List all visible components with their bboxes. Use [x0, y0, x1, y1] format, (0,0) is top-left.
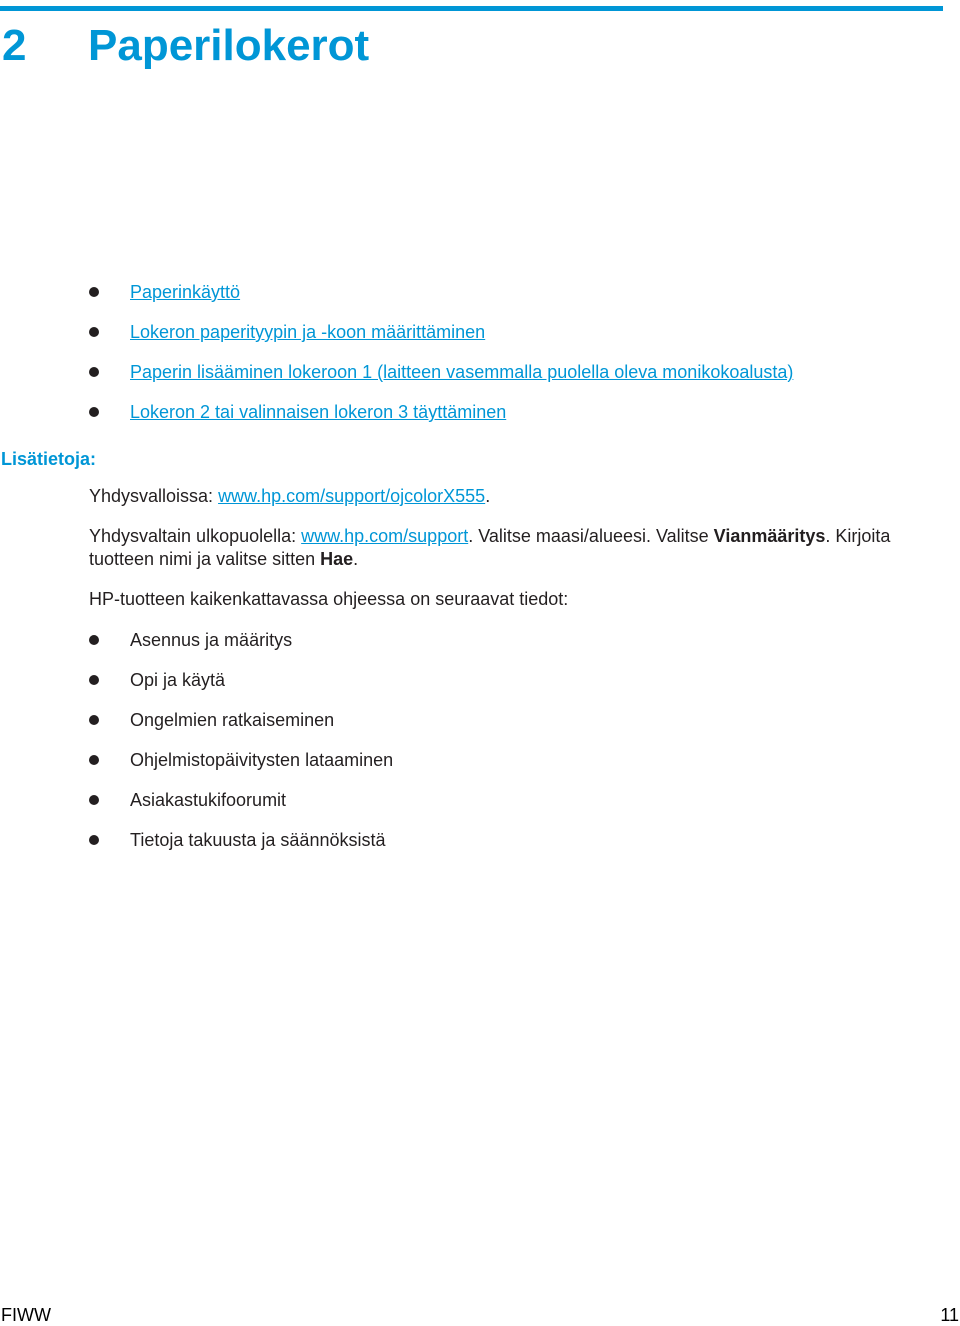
- toc-link-paper-usage[interactable]: Paperinkäyttö: [130, 282, 241, 302]
- chapter-title: Paperilokerot: [88, 21, 370, 70]
- more-info-heading: Lisätietoja:: [1, 449, 97, 469]
- us-support-link[interactable]: www.hp.com/support/ojcolorX555: [218, 486, 486, 506]
- us-suffix-text: .: [485, 486, 491, 506]
- help-intro: HP-tuotteen kaikenkattavassa ohjeessa on seuraavat tiedot:: [89, 589, 569, 609]
- help-topic: Asennus ja määritys: [130, 630, 293, 650]
- search-label: Hae: [320, 549, 354, 569]
- bullet-icon: [89, 367, 99, 377]
- bullet-icon: [89, 327, 99, 337]
- help-topic: Ongelmien ratkaiseminen: [130, 710, 335, 730]
- us-prefix-text: Yhdysvalloissa:: [89, 486, 219, 506]
- intl-mid-text-2: . Kirjoita tuotteen nimi ja valitse sitten: [89, 526, 891, 569]
- bullet-icon: [89, 795, 99, 805]
- list-item: [0, 400, 900, 440]
- list-item: [0, 708, 900, 748]
- bullet-icon: [89, 755, 99, 765]
- intl-suffix-text: .: [353, 549, 359, 569]
- list-item: [0, 748, 900, 788]
- list-item: [0, 628, 900, 668]
- intl-mid-text: . Valitse maasi/alueesi. Valitse: [468, 526, 714, 546]
- list-item: [0, 828, 900, 868]
- list-item: [0, 280, 900, 320]
- chapter-number: 2: [2, 21, 27, 70]
- footer-doc-code: FIWW: [1, 1305, 51, 1325]
- toc-link-load-tray-2-3[interactable]: Lokeron 2 tai valinnaisen lokeron 3 täyttäminen: [130, 402, 507, 422]
- bullet-icon: [89, 835, 99, 845]
- us-support-paragraph: [89, 485, 939, 508]
- help-topics-list: [0, 628, 900, 868]
- help-topic: Ohjelmistopäivitysten lataaminen: [130, 750, 394, 770]
- toc-link-tray-type-size[interactable]: Lokeron paperityypin ja -koon määrittäminen: [130, 322, 486, 342]
- help-topic: Opi ja käytä: [130, 670, 226, 690]
- bullet-icon: [89, 287, 99, 297]
- list-item: [0, 360, 900, 400]
- bullet-icon: [89, 635, 99, 645]
- intl-support-link[interactable]: www.hp.com/support: [301, 526, 469, 546]
- list-item: [0, 320, 900, 360]
- intl-support-paragraph: [89, 525, 939, 571]
- list-item: [0, 668, 900, 708]
- troubleshoot-label: Vianmääritys: [713, 526, 826, 546]
- bullet-icon: [89, 715, 99, 725]
- footer-page-number: 11: [940, 1305, 959, 1325]
- bullet-icon: [89, 407, 99, 417]
- help-topic: Tietoja takuusta ja säännöksistä: [130, 830, 386, 850]
- intl-prefix-text: Yhdysvaltain ulkopuolella:: [89, 526, 302, 546]
- list-item: [0, 788, 900, 828]
- bullet-icon: [89, 675, 99, 685]
- help-topic: Asiakastukifoorumit: [130, 790, 287, 810]
- header-rule: [0, 6, 943, 11]
- toc-link-load-tray-1[interactable]: Paperin lisääminen lokeroon 1 (laitteen vasemmalla puolella oleva monikokoalusta): [130, 362, 794, 382]
- toc-list: [0, 280, 900, 440]
